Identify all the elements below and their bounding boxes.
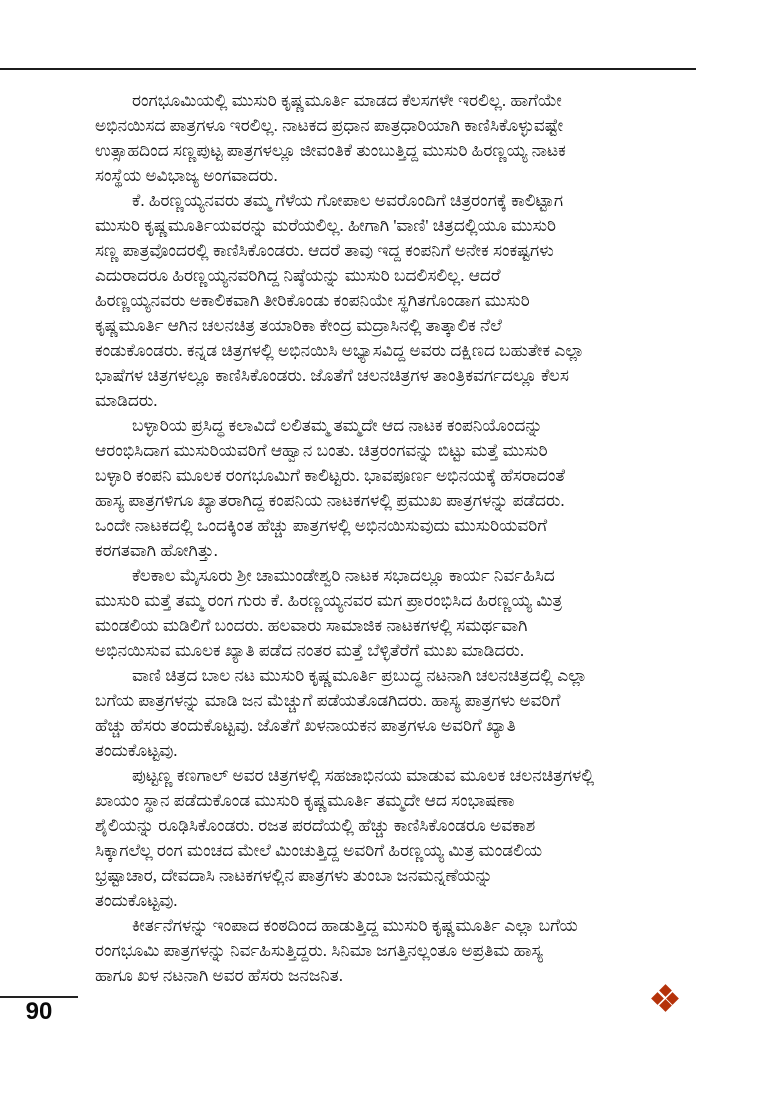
text-line: ಸಣ್ಣ ಪಾತ್ರವೊಂದರಲ್ಲಿ ಕಾಣಿಸಿಕೊಂಡರು. ಆದರೆ ತಾವು ಇದ್ದ ಕಂಪನಿಗೆ ಅನೇಕ ಸಂಕಷ್ಟಗಳು (95, 241, 554, 260)
paragraph (95, 913, 693, 988)
text-line: ಎದುರಾದರೂ ಹಿರಣ್ಣಯ್ಯನವರಿಗಿದ್ದ ನಿಷ್ಠೆಯನ್ನು ಮುಸುರಿ ಬದಲಿಸಲಿಲ್ಲ. ಆದರೆ (95, 266, 501, 285)
text-line: ಒಂದೇ ನಾಟಕದಲ್ಲಿ ಒಂದಕ್ಕಿಂತ ಹೆಚ್ಚು ಪಾತ್ರಗಳಲ್ಲಿ ಅಭಿನಯಿಸುವುದು ಮುಸುರಿಯವರಿಗೆ (95, 516, 548, 535)
text-line: ಖಾಯಂ ಸ್ಥಾನ ಪಡೆದುಕೊಂಡ ಮುಸುರಿ ಕೃಷ್ಣಮೂರ್ತಿ ತಮ್ಮದೇ ಆದ ಸಂಭಾಷಣಾ (95, 791, 515, 810)
text-line: ಬಳ್ಳಾರಿಯ ಪ್ರಸಿದ್ಧ ಕಲಾವಿದೆ ಲಲಿತಮ್ಮ ತಮ್ಮದೇ ಆದ ನಾಟಕ ಕಂಪನಿಯೊಂದನ್ನು (132, 416, 543, 435)
paragraph (95, 88, 693, 188)
diamond-ornament-icon (653, 986, 677, 1010)
text-line: ಕೆ. ಹಿರಣ್ಣಯ್ಯನವರು ತಮ್ಮ ಗೆಳೆಯ ಗೋಪಾಲ ಅವರೊಂದಿಗೆ ಚಿತ್ರರಂಗಕ್ಕೆ ಕಾಲಿಟ್ಟಾಗ (132, 191, 564, 210)
text-line: ಹಾಸ್ಯ ಪಾತ್ರಗಳಿಗೂ ಖ್ಯಾತರಾಗಿದ್ದ ಕಂಪನಿಯ ನಾಟಕಗಳಲ್ಲಿ ಪ್ರಮುಖ ಪಾತ್ರಗಳನ್ನು ಪಡೆದರು. (95, 491, 565, 510)
text-line: ರಂಗಭೂಮಿ ಪಾತ್ರಗಳನ್ನು ನಿರ್ವಹಿಸುತ್ತಿದ್ದರು. ಸಿನಿಮಾ ಜಗತ್ತಿನಲ್ಲಂತೂ ಅಪ್ರತಿಮ ಹಾಸ್ಯ (95, 941, 543, 960)
page-number: 90 (25, 998, 53, 1025)
text-line: ಭಾಷೆಗಳ ಚಿತ್ರಗಳಲ್ಲೂ ಕಾಣಿಸಿಕೊಂಡರು. ಜೊತೆಗೆ ಚಲನಚಿತ್ರಗಳ ತಾಂತ್ರಿಕವರ್ಗದಲ್ಲೂ ಕೆಲಸ (95, 366, 569, 385)
paragraph (95, 763, 693, 913)
text-line: ಬಳ್ಳಾರಿ ಕಂಪನಿ ಮೂಲಕ ರಂಗಭೂಮಿಗೆ ಕಾಲಿಟ್ಟರು. ಭಾವಪೂರ್ಣ ಅಭಿನಯಕ್ಕೆ ಹೆಸರಾದಂತೆ (95, 466, 566, 485)
text-line: ಸಂಸ್ಥೆಯ ಅವಿಭಾಜ್ಯ ಅಂಗವಾದರು. (95, 166, 278, 185)
text-line: ಅಭಿನಯಿಸುವ ಮೂಲಕ ಖ್ಯಾತಿ ಪಡೆದ ನಂತರ ಮತ್ತೆ ಬೆಳ್ಳಿತೆರೆಗೆ ಮುಖ ಮಾಡಿದರು. (95, 641, 525, 660)
paragraph (95, 563, 693, 663)
text-line: ಕೀರ್ತನೆಗಳನ್ನು ಇಂಪಾದ ಕಂಠದಿಂದ ಹಾಡುತ್ತಿದ್ದ ಮುಸುರಿ ಕೃಷ್ಣಮೂರ್ತಿ ಎಲ್ಲಾ ಬಗೆಯ (132, 916, 578, 935)
text-line: ತಂದುಕೊಟ್ಟವು. (95, 891, 178, 910)
text-line: ಆರಂಭಿಸಿದಾಗ ಮುಸುರಿಯವರಿಗೆ ಆಹ್ವಾನ ಬಂತು. ಚಿತ್ರರಂಗವನ್ನು ಬಿಟ್ಟು ಮತ್ತೆ ಮುಸುರಿ (95, 441, 548, 460)
text-line: ಕೃಷ್ಣಮೂರ್ತಿ ಆಗಿನ ಚಲನಚಿತ್ರ ತಯಾರಿಕಾ ಕೇಂದ್ರ ಮದ್ರಾಸಿನಲ್ಲಿ ತಾತ್ಕಾಲಿಕ ನೆಲೆ (95, 316, 502, 335)
text-line: ಕೆಲಕಾಲ ಮೈಸೂರು ಶ್ರೀ ಚಾಮುಂಡೇಶ್ವರಿ ನಾಟಕ ಸಭಾದಲ್ಲೂ ಕಾರ್ಯ ನಿರ್ವಹಿಸಿದ (132, 566, 555, 585)
paragraph (95, 188, 693, 413)
text-line: ಮಾಡಿದರು. (95, 391, 158, 410)
text-line: ಹೆಚ್ಚು ಹೆಸರು ತಂದುಕೊಟ್ಟವು. ಜೊತೆಗೆ ಖಳನಾಯಕನ ಪಾತ್ರಗಳೂ ಅವರಿಗೆ ಖ್ಯಾತಿ (95, 716, 516, 735)
paragraph (95, 413, 693, 563)
paragraph (95, 663, 693, 763)
text-line: ಅಭಿನಯಿಸದ ಪಾತ್ರಗಳೂ ಇರಲಿಲ್ಲ. ನಾಟಕದ ಪ್ರಧಾನ ಪಾತ್ರಧಾರಿಯಾಗಿ ಕಾಣಿಸಿಕೊಳ್ಳುವಷ್ಟೇ (95, 116, 564, 135)
text-line: ಉತ್ಸಾಹದಿಂದ ಸಣ್ಣಪುಟ್ಟ ಪಾತ್ರಗಳಲ್ಲೂ ಜೀವಂತಿಕೆ ತುಂಬುತ್ತಿದ್ದ ಮುಸುರಿ ಹಿರಣ್ಣಯ್ಯ ನಾಟಕ (95, 141, 566, 160)
text-line: ವಾಣಿ ಚಿತ್ರದ ಬಾಲ ನಟ ಮುಸುರಿ ಕೃಷ್ಣಮೂರ್ತಿ ಪ್ರಬುದ್ಧ ನಟನಾಗಿ ಚಲನಚಿತ್ರದಲ್ಲಿ ಎಲ್ಲಾ (132, 666, 588, 685)
body-text (95, 88, 693, 988)
header-rule (0, 68, 696, 70)
text-line: ಪುಟ್ಟಣ್ಣ ಕಣಗಾಲ್ ಅವರ ಚಿತ್ರಗಳಲ್ಲಿ ಸಹಜಾಭಿನಯ ಮಾಡುವ ಮೂಲಕ ಚಲನಚಿತ್ರಗಳಲ್ಲಿ (132, 766, 595, 785)
text-line: ರಂಗಭೂಮಿಯಲ್ಲಿ ಮುಸುರಿ ಕೃಷ್ಣಮೂರ್ತಿ ಮಾಡದ ಕೆಲಸಗಳೇ ಇರಲಿಲ್ಲ. ಹಾಗೆಯೇ (132, 91, 562, 110)
text-line: ಸಿಕ್ಕಾಗಲೆಲ್ಲ ರಂಗ ಮಂಚದ ಮೇಲೆ ಮಿಂಚುತ್ತಿದ್ದ ಅವರಿಗೆ ಹಿರಣ್ಣಯ್ಯ ಮಿತ್ರ ಮಂಡಲಿಯ (95, 841, 543, 860)
text-line: ಕರಗತವಾಗಿ ಹೋಗಿತ್ತು. (95, 541, 218, 560)
text-line: ಹಾಗೂ ಖಳ ನಟನಾಗಿ ಅವರ ಹೆಸರು ಜನಜನಿತ. (95, 966, 343, 985)
text-line: ಭ್ರಷ್ಟಾಚಾರ, ದೇವದಾಸಿ ನಾಟಕಗಳಲ್ಲಿನ ಪಾತ್ರಗಳು ತುಂಬಾ ಜನಮನ್ನಣೆಯನ್ನು (95, 866, 493, 885)
text-line: ಕಂಡುಕೊಂಡರು. ಕನ್ನಡ ಚಿತ್ರಗಳಲ್ಲಿ ಅಭಿನಯಿಸಿ ಅಭ್ಯಾಸವಿದ್ದ ಅವರು ದಕ್ಷಿಣದ ಬಹುತೇಕ ಎಲ್ಲಾ (95, 341, 585, 360)
text-line: ಹಿರಣ್ಣಯ್ಯನವರು ಅಕಾಲಿಕವಾಗಿ ತೀರಿಕೊಂಡು ಕಂಪನಿಯೇ ಸ್ಥಗಿತಗೊಂಡಾಗ ಮುಸುರಿ (95, 291, 530, 310)
text-line: ಶೈಲಿಯನ್ನು ರೂಢಿಸಿಕೊಂಡರು. ರಜತ ಪರದೆಯಲ್ಲಿ ಹೆಚ್ಚು ಕಾಣಿಸಿಕೊಂಡರೂ ಅವಕಾಶ (95, 816, 536, 835)
text-line: ಮುಸುರಿ ಕೃಷ್ಣಮೂರ್ತಿಯವರನ್ನು ಮರೆಯಲಿಲ್ಲ. ಹೀಗಾಗಿ 'ವಾಣಿ' ಚಿತ್ರದಲ್ಲಿಯೂ ಮುಸುರಿ (95, 216, 556, 235)
text-line: ಮುಸುರಿ ಮತ್ತೆ ತಮ್ಮ ರಂಗ ಗುರು ಕೆ. ಹಿರಣ್ಣಯ್ಯನವರ ಮಗ ಪ್ರಾರಂಭಿಸಿದ ಹಿರಣ್ಣಯ್ಯ ಮಿತ್ರ (95, 591, 563, 610)
text-line: ಮಂಡಲಿಯ ಮಡಿಲಿಗೆ ಬಂದರು. ಹಲವಾರು ಸಾಮಾಜಿಕ ನಾಟಕಗಳಲ್ಲಿ ಸಮರ್ಥವಾಗಿ (95, 616, 528, 635)
text-line: ಬಗೆಯ ಪಾತ್ರಗಳನ್ನು ಮಾಡಿ ಜನ ಮೆಚ್ಚುಗೆ ಪಡೆಯತೊಡಗಿದರು. ಹಾಸ್ಯ ಪಾತ್ರಗಳು ಅವರಿಗೆ (95, 691, 561, 710)
text-line: ತಂದುಕೊಟ್ಟವು. (95, 741, 178, 760)
